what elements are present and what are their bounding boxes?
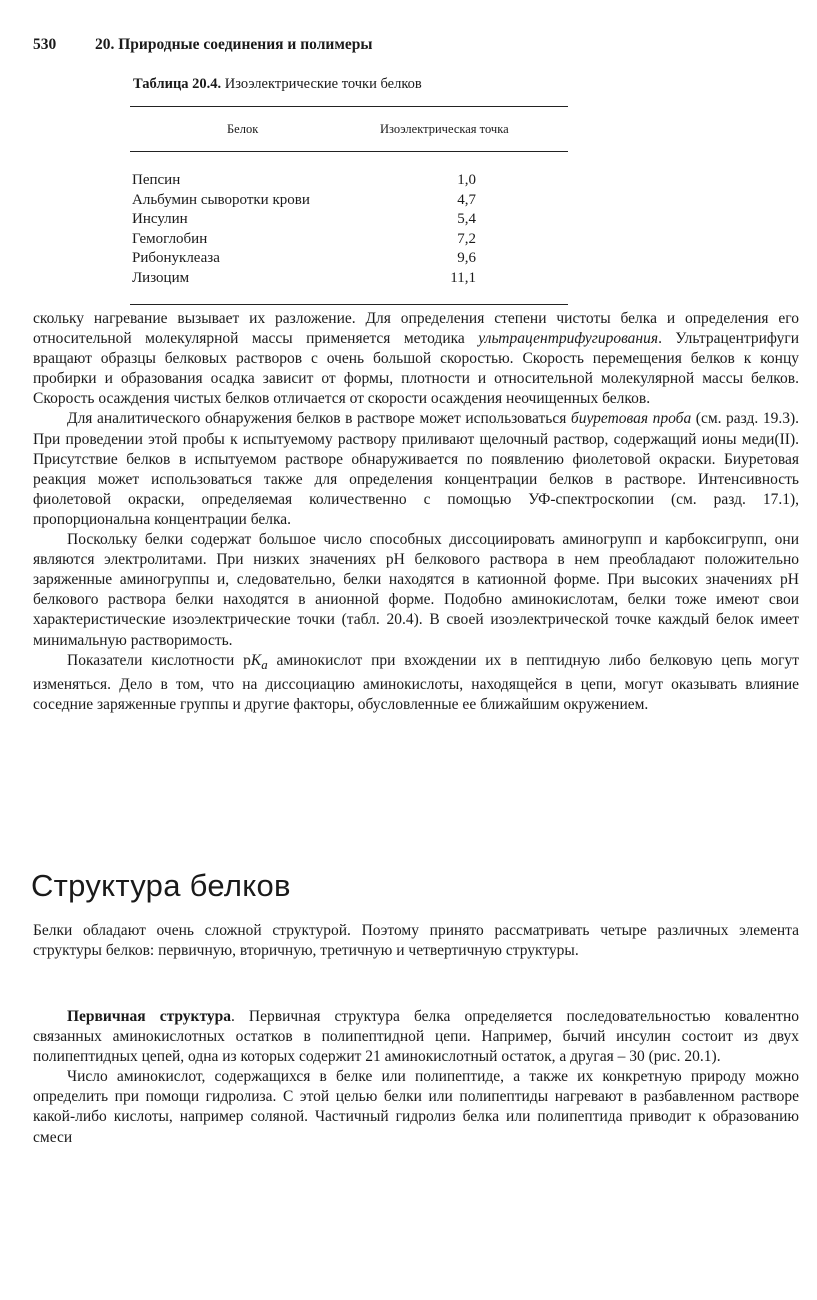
term-ultracentrifugation: ультрацентрифугирования — [478, 330, 659, 348]
paragraph-text: . Ультрацентрифуги вращают образцы белковых растворов с очень большой скоростью. Скорость перемещения белков к концу пробирки и образования осадка зависит от формы, плотности и относительной молекулярной массы белков. Скорость осаждения чистых белков отличается от скорости осаждения неочищенных белков. — [33, 330, 799, 408]
running-head — [33, 36, 373, 54]
isoelectric-table — [130, 106, 568, 305]
table-caption — [133, 76, 422, 93]
paragraph-text: Для аналитического обнаружения белков в растворе может использоваться — [67, 410, 571, 428]
term-biuret-test: биуретовая проба — [570, 410, 692, 428]
column-header-point: Изоэлектрическая точка — [380, 122, 509, 136]
paragraph-text: аминокислот при вхождении их в пептидную либо белковую цепь могут изменяться. Дело в том, что на диссоциацию аминокислоты, находящейся в цепи, могут оказывать влияние соседние заряженные группы и другие факторы, обусловленные ее ближайшим окружением. — [33, 651, 800, 713]
table-row — [130, 230, 568, 250]
table-bottom-rule — [130, 304, 568, 305]
isoelectric-value: 9,6 — [457, 250, 476, 267]
isoelectric-value: 11,1 — [450, 269, 476, 286]
paragraph-text: Белки обладают очень сложной структурой. Поэтому принято рассматривать четыре различных элемента структуры белков: первичную, вторичную, третичную и четвертичную структуры. — [33, 922, 799, 960]
paragraph-primary-structure — [33, 1007, 799, 1067]
page-number: 530 — [33, 36, 57, 53]
paragraph-biuret — [33, 409, 799, 530]
table-row — [130, 269, 568, 289]
table-row — [130, 171, 568, 191]
protein-name: Лизоцим — [132, 269, 190, 286]
table-label: Таблица 20.4. — [133, 76, 222, 92]
term-primary-structure: Первичная структура — [67, 1008, 232, 1025]
paragraph-text: . Первичная структура белка определяется последовательностью ковалентно связанных аминокислотных остатков в полипептидной цепи. Например, бычий инсулин состоит из двух полипептидных цепей, одна из которых содержит 21 аминокислотный остаток, а другая – 30 (рис. 20.1). — [33, 1008, 799, 1066]
body-text-section — [33, 921, 799, 961]
protein-name: Альбумин сыворотки крови — [132, 191, 310, 208]
body-text-upper — [33, 309, 799, 715]
paragraph-text: Поскольку белки содержат большое число способных диссоциировать аминогрупп и карбоксигрупп, они являются электролитами. При низких значениях pH белкового раствора в нем преобладают положительно заряженные аминогруппы и, следовательно, белки находятся в катионной форме. При высоких значениях pH белкового раствора белки находятся в анионной форме. Подобно аминокислотам, белки тоже имеют свои характеристические изоэлектрические точки (табл. 20.4). В своей изоэлектрической точке каждый белок имеет минимальную растворимость. — [33, 531, 799, 649]
paragraph-electrolytes — [33, 530, 799, 651]
section-heading: Структура белков — [31, 868, 291, 903]
table-row — [130, 210, 568, 230]
table-row — [130, 249, 568, 269]
symbol-k: K — [250, 651, 262, 669]
isoelectric-value: 5,4 — [457, 211, 476, 228]
table-header — [130, 107, 568, 151]
isoelectric-value: 7,2 — [457, 230, 476, 247]
protein-name: Гемоглобин — [132, 230, 208, 247]
paragraph-text: (см. разд. 19.3). При проведении этой пробы к испытуемому раствору приливают щелочный раствор, содержащий ионы меди(II). Присутствие белков в испытуемом растворе обнаруживается по появлению фиолетовой окраски. Биуретовая реакция может использоваться также для определения концентрации белков в растворе. Интенсивность фиолетовой окраски, определяемая количественно с помощью УФ-спектроскопии (см. разд. 17.1), пропорциональна концентрации белка. — [33, 410, 799, 528]
isoelectric-value: 1,0 — [457, 172, 476, 188]
paragraph-text: Показатели кислотности p — [67, 651, 251, 669]
table-row — [130, 191, 568, 211]
table-title: Изоэлектрические точки белков — [224, 76, 422, 92]
paragraph-structure-intro — [33, 921, 799, 961]
paragraph-ultracentrifugation — [33, 309, 799, 409]
isoelectric-value: 4,7 — [457, 191, 476, 208]
paragraph-text: скольку нагревание вызывает их разложение. Для определения степени чистоты белка и определения его относительной молекулярной массы применяется методика — [33, 310, 799, 348]
protein-name: Рибонуклеаза — [132, 250, 220, 267]
paragraph-text: Число аминокислот, содержащихся в белке или полипептиде, а также их конкретную природу можно определить при помощи гидролиза. С этой целью белки или полипептиды нагревают в разбавленном растворе какой-либо кислоты, например соляной. Частичный гидролиз белка или полипептида приводит к образованию смеси — [33, 1068, 799, 1146]
paragraph-pka — [33, 651, 799, 715]
symbol-subscript-a: a — [261, 656, 268, 672]
column-header-protein: Белок — [227, 122, 259, 136]
chapter-title: 20. Природные соединения и полимеры — [95, 36, 373, 53]
protein-name: Пепсин — [132, 172, 181, 188]
body-text-primary — [33, 1007, 799, 1148]
table-body — [130, 152, 568, 304]
protein-name: Инсулин — [132, 211, 188, 228]
paragraph-hydrolysis — [33, 1067, 799, 1147]
